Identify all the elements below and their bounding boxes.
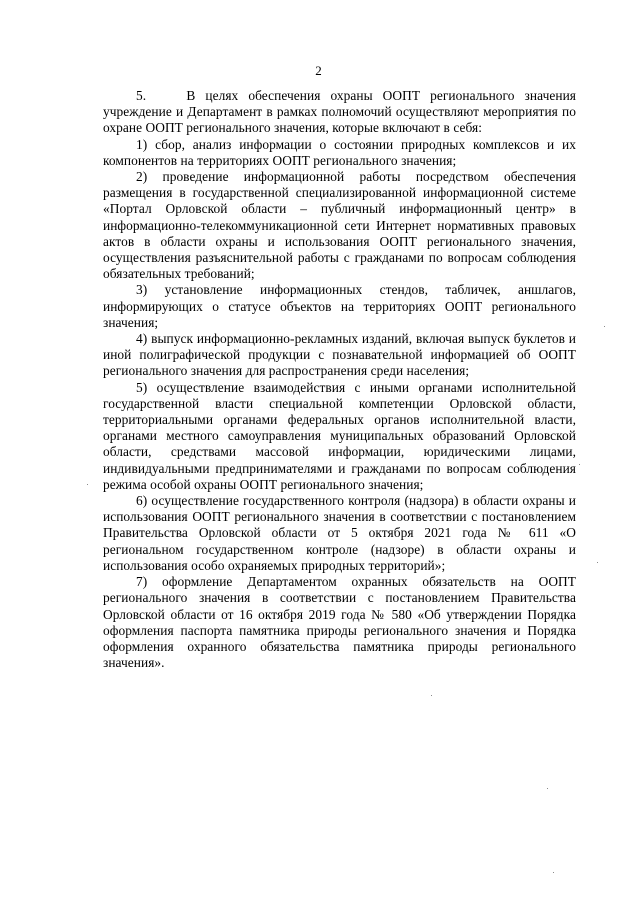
scan-speck [431, 695, 432, 696]
paragraph-item-1: 1) сбор, анализ информации о состоянии природных комплексов и их компонентов на территориях ООПТ регионального значения; [103, 136, 576, 168]
paragraph-item-2: 2) проведение информационной работы посредством обеспечения размещения в государственной специализированной информационной системе «Портал Орловской области – публичный информационный центр» в информационно-телекоммуникационной сети Интернет нормативных правовых актов в области охраны и использования ООПТ регионального значения, осуществления разъяснительной работы с гражданами по вопросам соблюдения обязательных требований; [103, 169, 576, 282]
paragraph-item-5: 5) осуществление взаимодействия с иными органами исполнительной государственной власти специальной компетенции Орловской области, территориальными органами федеральных органов исполнительной власти, органами местного самоуправления муниципальных образований Орловской области, средствами массовой информации, юридическими лицами, индивидуальными предпринимателями и гражданами по вопросам соблюдения режима особой охраны ООПТ регионального значения; [103, 379, 576, 492]
scan-speck [87, 484, 88, 485]
page-number: 2 [315, 63, 322, 78]
scan-speck [547, 788, 548, 789]
scan-speck [597, 562, 598, 563]
paragraph-intro: 5. В целях обеспечения охраны ООПТ регионального значения учреждение и Департамент в рамках полномочий осуществляют мероприятия по охране ООПТ регионального значения, которые включают в себя: [103, 88, 576, 136]
paragraph-item-3: 3) установление информационных стендов, табличек, аншлагов, информирующих о статусе объектов на территориях ООПТ регионального значения; [103, 282, 576, 330]
paragraph-item-6: 6) осуществление государственного контроля (надзора) в области охраны и использования ООПТ регионального значения в соответствии с постановлением Правительства Орловской области от 5 октября 2021 года № 611 «О региональном государственном контроле (надзоре) в области охраны и использования особо охраняемых природных территорий»; [103, 493, 576, 573]
scan-speck [579, 464, 580, 465]
document-body [103, 88, 576, 671]
scan-speck [604, 326, 605, 327]
paragraph-item-7: 7) оформление Департаментом охранных обязательств на ООПТ регионального значения в соответствии с постановлением Правительства Орловской области от 16 октября 2019 года № 580 «Об утверждении Порядка оформления паспорта памятника природы регионального значения и Порядка оформления охранного обязательства памятника природы регионального значения». [103, 574, 576, 671]
paragraph-item-4: 4) выпуск информационно-рекламных изданий, включая выпуск буклетов и иной полиграфической продукции с познавательной информацией об ООПТ регионального значения для распространения среди населения; [103, 331, 576, 379]
scan-speck [553, 872, 554, 873]
